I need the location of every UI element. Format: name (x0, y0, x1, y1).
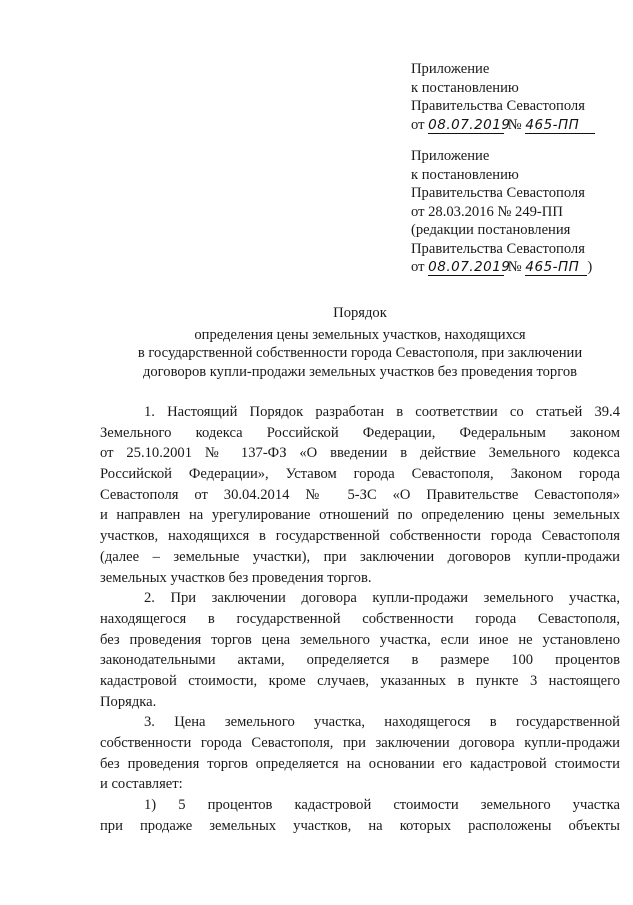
paragraph-line: при продаже земельных участков, на которых расположены объекты (100, 817, 620, 834)
document-body (100, 402, 620, 836)
appendix-government: Правительства Севастополя (411, 98, 585, 114)
date-prefix: от (411, 259, 425, 275)
appendix-edition-date-line (411, 258, 592, 277)
paragraph-line: без проведения торгов цена земельного участка, если иное не установлено (100, 631, 620, 648)
appendix-original-block (411, 147, 592, 277)
appendix-edition-government: Правительства Севастополя (411, 240, 585, 257)
appendix-current-block (411, 60, 595, 134)
paragraph-2 (100, 588, 620, 712)
handwritten-number: 465-ПП (525, 260, 587, 276)
document-title (100, 304, 620, 381)
appendix-original-date: от 28.03.2016 № 249-ПП (411, 203, 563, 220)
paragraph-line: Порядка. (100, 693, 157, 710)
paragraph-line: земельных участков без проведения торгов. (100, 569, 372, 586)
closing-paren: ) (587, 259, 593, 275)
appendix-label: Приложение (411, 61, 490, 77)
paragraph-line: Севастополя от 30.04.2014 № 5-ЗС «О Правительстве Севастополя» (100, 486, 620, 503)
paragraph-line: собственности города Севастополя, при заключении договора купли-продажи (100, 735, 620, 751)
paragraph-line: 1) 5 процентов кадастровой стоимости земельного участка (144, 797, 620, 814)
title-line: в государственной собственности города Севастополя, при заключении (137, 345, 583, 362)
paragraph-1 (100, 402, 620, 588)
number-sign: № (507, 259, 522, 275)
date-prefix: от (411, 116, 425, 133)
paragraph-line: и составляет: (100, 776, 183, 793)
paragraph-line: законодательными актами, определяется в размере 100 процентов (100, 652, 620, 669)
handwritten-number: 465-ПП (525, 118, 595, 134)
appendix-edition-note: (редакции постановления (411, 222, 571, 238)
paragraph-line: от 25.10.2001 № 137-ФЗ «О введении в действие Земельного кодекса (100, 445, 620, 462)
appendix-to-resolution: к постановлению (411, 166, 519, 183)
appendix-government: Правительства Севастополя (411, 185, 585, 201)
paragraph-line: кадастровой стоимости, кроме случаев, указанных в пункте 3 настоящего (100, 672, 620, 689)
paragraph-line: без проведения торгов определяется на основании его кадастровой стоимости (100, 755, 620, 772)
paragraph-4 (100, 795, 620, 836)
appendix-date-line (411, 116, 595, 135)
number-sign: № (507, 116, 522, 133)
paragraph-line: 3. Цена земельного участка, находящегося в государственной (144, 714, 620, 731)
paragraph-line: (далее – земельные участки), при заключении договоров купли-продажи (100, 548, 620, 565)
title-line: договоров купли-продажи земельных участков без проведения торгов (142, 363, 578, 380)
paragraph-3 (100, 712, 620, 795)
handwritten-date: 08.07.2019 (428, 116, 511, 133)
paragraph-line: находящегося в государственной собственности города Севастополя, (100, 610, 620, 627)
title-word: Порядок (333, 305, 387, 321)
title-line: определения цены земельных участков, находящихся (194, 326, 526, 343)
paragraph-line: Земельного кодекса Российской Федерации, Федеральным законом (100, 424, 620, 441)
paragraph-line: 1. Настоящий Порядок разработан в соответствии со статьей 39.4 (144, 404, 620, 420)
paragraph-line: участков, находящихся в государственной собственности города Севастополя (100, 528, 620, 545)
handwritten-date: 08.07.2019 (428, 259, 511, 275)
paragraph-line: 2. При заключении договора купли-продажи земельного участка, (144, 590, 620, 607)
paragraph-line: и направлен на урегулирование отношений по определению цены земельных (100, 507, 620, 524)
appendix-to-resolution: к постановлению (411, 79, 519, 96)
paragraph-line: Российской Федерации», Уставом города Севастополя, Законом города (100, 466, 620, 483)
appendix-label: Приложение (411, 148, 490, 164)
